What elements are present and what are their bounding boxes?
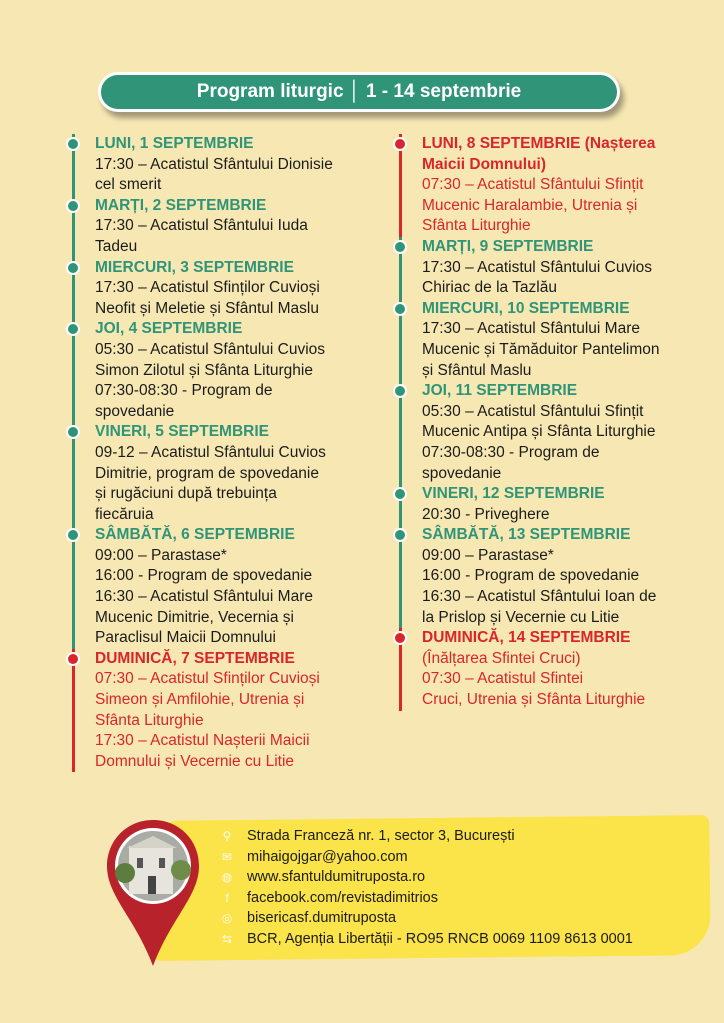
contact-item [220, 826, 633, 847]
page-title: Program liturgic │ 1 - 14 septembrie [98, 72, 620, 112]
contact-item [220, 867, 633, 888]
schedule-left-column [72, 134, 333, 772]
service-line: 17:30 – Acatistul Sfântului Cuvios [422, 258, 653, 276]
service-line: Dimitrie, program de spovedanie [95, 464, 319, 482]
contact-list [220, 826, 633, 949]
contact-text[interactable]: www.sfantuldumitruposta.ro [247, 869, 426, 886]
timeline-dot-icon [393, 487, 407, 501]
service-line: și rugăciuni după trebuința [95, 485, 277, 503]
service-line: 16:00 - Program de spovedanie [422, 567, 640, 585]
day-entry [399, 299, 660, 381]
service-line: 07:30-08:30 - Program de [95, 382, 273, 400]
contact-item [220, 929, 633, 950]
service-line: Paraclisul Maicii Domnului [95, 629, 276, 647]
day-entry [72, 525, 333, 649]
day-entry [72, 196, 333, 258]
contact-item [220, 888, 633, 909]
service-line: 17:30 – Acatistul Sfinților Cuvioși [95, 279, 320, 297]
timeline-dot-icon [393, 240, 407, 254]
day-entry [399, 525, 660, 628]
service-line: 20:30 - Priveghere [422, 505, 550, 523]
timeline-dot-icon [393, 384, 407, 398]
timeline-dot-icon [393, 302, 407, 316]
timeline-dot-icon [66, 261, 80, 275]
service-line: Cruci, Utrenia și Sfânta Liturghie [422, 691, 646, 709]
day-entry [399, 134, 660, 237]
facebook-icon: f [225, 890, 229, 905]
contact-item [220, 847, 633, 868]
service-line: 07:30 – Acatistul Sfinților Cuvioși [95, 670, 320, 688]
day-heading: MIERCURI, 3 SEPTEMBRIE [95, 258, 294, 276]
day-entry [72, 649, 333, 773]
day-heading: VINERI, 12 SEPTEMBRIE [422, 485, 605, 503]
day-heading: MARȚI, 9 SEPTEMBRIE [422, 237, 594, 255]
service-line: cel smerit [95, 176, 162, 194]
service-line: Simeon și Amfilohie, Utrenia și [95, 691, 305, 709]
day-entry [72, 422, 333, 525]
day-heading: DUMINICĂ, 7 SEPTEMBRIE [95, 649, 295, 667]
service-line: și Sfântul Maslu [422, 361, 532, 379]
service-line: 09-12 – Acatistul Sfântului Cuvios [95, 443, 326, 461]
contact-text[interactable]: bisericasf.dumitruposta [247, 910, 397, 927]
day-entry [399, 237, 660, 299]
service-line: Mucenic și Tămăduitor Pantelimon [422, 340, 660, 358]
service-line: Tadeu [95, 237, 138, 255]
bank-icon: ⇆ [221, 931, 233, 946]
contact-text: Strada Franceză nr. 1, sector 3, București [247, 828, 515, 845]
service-line: 07:30-08:30 - Program de [422, 443, 600, 461]
service-line: 16:00 - Program de spovedanie [95, 567, 313, 585]
day-heading: DUMINICĂ, 14 SEPTEMBRIE [422, 629, 631, 647]
service-line: 09:00 – Parastase* [422, 546, 554, 564]
timeline-dot-icon [66, 322, 80, 336]
schedule-right-column [399, 134, 660, 711]
service-line: Neofit și Meletie și Sfântul Maslu [95, 299, 319, 317]
day-heading: JOI, 11 SEPTEMBRIE [422, 382, 578, 400]
contact-item [220, 908, 633, 929]
globe-icon: ◍ [221, 870, 233, 885]
service-line: Mucenic Haralambie, Utrenia și [422, 196, 638, 214]
day-entry [399, 381, 660, 484]
day-entry [72, 134, 333, 196]
service-line: 17:30 – Acatistul Sfântului Iuda [95, 217, 308, 235]
service-line: la Prislop și Vecernie cu Litie [422, 608, 620, 626]
day-entry [399, 628, 660, 710]
service-line: Domnului și Vecernie cu Litie [95, 752, 295, 770]
day-heading: LUNI, 8 SEPTEMBRIE (Nașterea [422, 135, 656, 152]
location-icon: ⚲ [222, 829, 232, 844]
timeline-dot-icon [393, 137, 407, 151]
service-line: (Înălțarea Sfintei Cruci) [422, 649, 581, 667]
contact-text[interactable]: mihaigojgar@yahoo.com [247, 848, 408, 865]
email-icon: ✉ [221, 849, 233, 864]
day-heading: SÂMBĂTĂ, 6 SEPTEMBRIE [95, 526, 295, 544]
service-line: fiecăruia [95, 505, 154, 523]
service-line: Sfânta Liturghie [95, 711, 204, 729]
day-heading: SÂMBĂTĂ, 13 SEPTEMBRIE [422, 526, 631, 544]
service-line: Simon Zilotul și Sfânta Liturghie [95, 361, 313, 379]
day-entry [399, 484, 660, 525]
timeline-dot-icon [66, 528, 80, 542]
timeline-dot-icon [393, 631, 407, 645]
service-line: Mucenic Antipa și Sfânta Liturghie [422, 423, 656, 441]
day-heading: MIERCURI, 10 SEPTEMBRIE [422, 299, 630, 317]
day-heading: MARȚI, 2 SEPTEMBRIE [95, 196, 267, 214]
timeline-dot-icon [66, 137, 80, 151]
day-heading: LUNI, 1 SEPTEMBRIE [95, 135, 254, 152]
contact-text: BCR, Agenția Libertății - RO95 RNCB 0069 1109 8613 0001 [247, 930, 633, 947]
contact-text[interactable]: facebook.com/revistadimitrios [247, 889, 438, 906]
service-line: 05:30 – Acatistul Sfântului Sfințit [422, 402, 644, 420]
day-entry [72, 319, 333, 422]
timeline-dot-icon [66, 425, 80, 439]
service-line: 17:30 – Acatistul Sfântului Mare [422, 320, 640, 338]
service-line: 07:30 – Acatistul Sfântului Sfințit [422, 176, 644, 194]
day-entry [72, 258, 333, 320]
service-line: 09:00 – Parastase* [95, 546, 227, 564]
instagram-icon: ◎ [221, 911, 233, 926]
service-line: 17:30 – Acatistul Nașterii Maicii [95, 732, 310, 750]
service-line: spovedanie [422, 464, 502, 482]
service-line: Mucenic Dimitrie, Vecernia și [95, 608, 294, 626]
service-line: 17:30 – Acatistul Sfântului Dionisie [95, 155, 333, 173]
timeline-dot-icon [393, 528, 407, 542]
day-heading-continued: Maicii Domnului) [422, 155, 546, 173]
church-location-pin [105, 818, 201, 968]
service-line: 16:30 – Acatistul Sfântului Ioan de [422, 588, 657, 606]
service-line: spovedanie [95, 402, 175, 420]
service-line: Sfânta Liturghie [422, 217, 531, 235]
service-line: 07:30 – Acatistul Sfintei [422, 670, 584, 688]
day-heading: VINERI, 5 SEPTEMBRIE [95, 423, 269, 441]
day-heading: JOI, 4 SEPTEMBRIE [95, 320, 243, 338]
service-line: 05:30 – Acatistul Sfântului Cuvios [95, 340, 326, 358]
service-line: Chiriac de la Tazlău [422, 279, 557, 297]
timeline-dot-icon [66, 652, 80, 666]
timeline-dot-icon [66, 199, 80, 213]
service-line: 16:30 – Acatistul Sfântului Mare [95, 588, 313, 606]
